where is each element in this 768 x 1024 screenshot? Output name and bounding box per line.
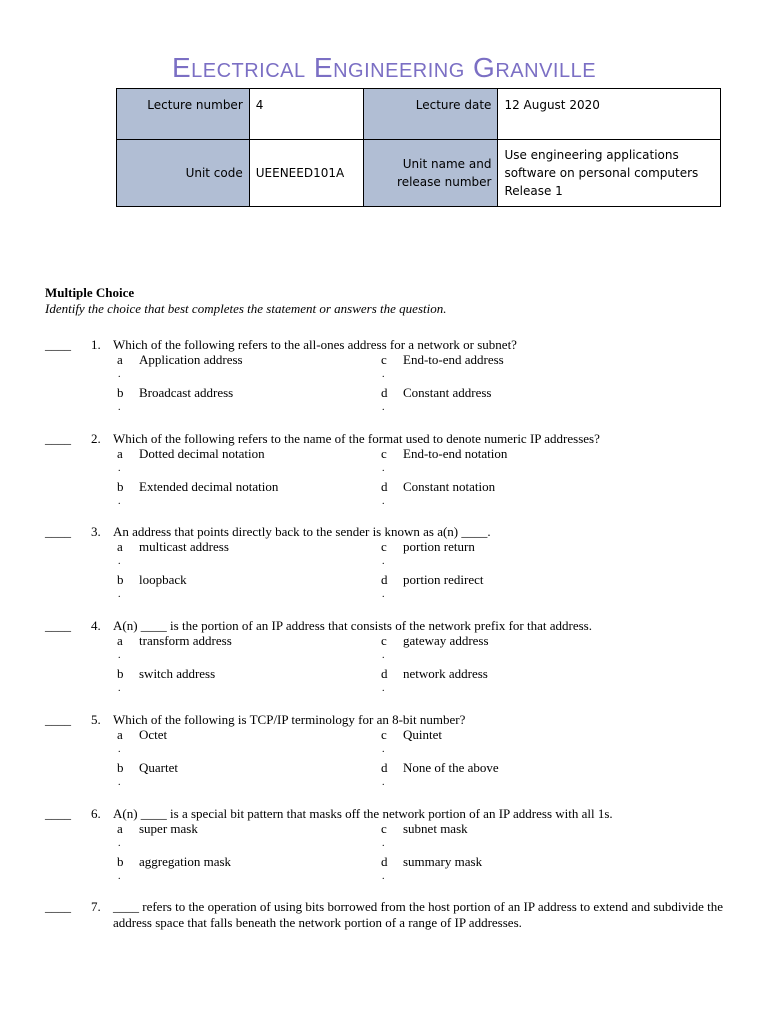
option-text: summary mask	[403, 854, 483, 869]
option-separator: .	[382, 683, 385, 694]
option-text: Extended decimal notation	[139, 479, 279, 494]
section-heading: Multiple Choice	[45, 285, 135, 300]
question-number: 7.	[91, 899, 101, 914]
option-letter: a	[117, 539, 123, 554]
option-text: Application address	[139, 352, 243, 367]
lecture-date-label: Lecture date	[363, 89, 498, 140]
option-separator: .	[118, 683, 121, 694]
option-letter: a	[117, 821, 123, 836]
question-number: 6.	[91, 806, 101, 821]
option-text: Constant notation	[403, 479, 496, 494]
option-separator: .	[382, 650, 385, 661]
question-item	[45, 899, 735, 979]
option-separator: .	[118, 496, 121, 507]
option-letter: c	[381, 821, 387, 836]
option-separator: .	[382, 369, 385, 380]
option-text: aggregation mask	[139, 854, 232, 869]
section-instructions: Identify the choice that best completes the statement or answers the question.	[45, 301, 447, 316]
question-number: 4.	[91, 618, 101, 633]
question-item	[45, 337, 735, 417]
answer-blank[interactable]: ____	[45, 431, 71, 446]
option-text: portion redirect	[403, 572, 484, 587]
lecture-date-value: 12 August 2020	[498, 89, 721, 140]
option-separator: .	[118, 402, 121, 413]
option-separator: .	[382, 838, 385, 849]
option-text: subnet mask	[403, 821, 468, 836]
unit-name-value: Use engineering applications software on personal computers Release 1	[498, 140, 721, 207]
question-item	[45, 712, 735, 792]
option-separator: .	[382, 871, 385, 882]
option-text: Constant address	[403, 385, 492, 400]
option-letter: c	[381, 446, 387, 461]
option-text: Broadcast address	[139, 385, 234, 400]
answer-blank[interactable]: ____	[45, 712, 71, 727]
unit-code-label: Unit code	[117, 140, 250, 207]
option-separator: .	[382, 402, 385, 413]
lecture-info-table	[116, 88, 721, 207]
option-letter: b	[117, 854, 124, 869]
unit-name-label: Unit name and release number	[363, 140, 498, 207]
question-text: ____ refers to the operation of using bits borrowed from the host portion of an IP address to extend and subdivide the address space that falls beneath the network portion of a range of IP addresses.	[113, 899, 724, 930]
option-letter: d	[381, 572, 388, 587]
option-letter: d	[381, 666, 388, 681]
question-number: 1.	[91, 337, 101, 352]
option-text: loopback	[139, 572, 187, 587]
question-item	[45, 524, 735, 604]
question-item	[45, 806, 735, 886]
option-text: super mask	[139, 821, 198, 836]
option-letter: b	[117, 572, 124, 587]
option-separator: .	[118, 589, 121, 600]
option-text: switch address	[139, 666, 216, 681]
document-title: Electrical Engineering Granville	[171, 52, 597, 83]
option-letter: c	[381, 352, 387, 367]
lecture-number-value: 4	[249, 89, 363, 140]
option-separator: .	[382, 744, 385, 755]
option-separator: .	[382, 589, 385, 600]
option-text: network address	[403, 666, 488, 681]
option-letter: a	[117, 727, 123, 742]
option-letter: a	[117, 633, 123, 648]
question-item	[45, 431, 735, 511]
option-text: transform address	[139, 633, 232, 648]
question-text: Which of the following refers to the name of the format used to denote numeric IP addresses?	[113, 431, 600, 446]
option-text: Quartet	[139, 760, 178, 775]
option-separator: .	[382, 496, 385, 507]
option-letter: d	[381, 854, 388, 869]
question-text: A(n) ____ is the portion of an IP address that consists of the network prefix for that address.	[113, 618, 592, 633]
question-number: 5.	[91, 712, 101, 727]
option-text: gateway address	[403, 633, 489, 648]
answer-blank[interactable]: ____	[45, 806, 71, 821]
section-header	[45, 285, 446, 317]
option-separator: .	[118, 744, 121, 755]
question-text: A(n) ____ is a special bit pattern that masks off the network portion of an IP address with all 1s.	[113, 806, 613, 821]
option-separator: .	[118, 838, 121, 849]
lecture-number-label: Lecture number	[117, 89, 250, 140]
option-letter: d	[381, 385, 388, 400]
answer-blank[interactable]: ____	[45, 618, 71, 633]
option-text: portion return	[403, 539, 475, 554]
option-separator: .	[382, 463, 385, 474]
option-letter: c	[381, 633, 387, 648]
option-letter: c	[381, 727, 387, 742]
option-separator: .	[382, 556, 385, 567]
question-text: Which of the following refers to the all-ones address for a network or subnet?	[113, 337, 517, 352]
option-separator: .	[118, 777, 121, 788]
option-letter: b	[117, 479, 124, 494]
option-letter: b	[117, 760, 124, 775]
option-separator: .	[118, 871, 121, 882]
option-separator: .	[118, 556, 121, 567]
option-letter: b	[117, 385, 124, 400]
option-letter: a	[117, 352, 123, 367]
option-separator: .	[382, 777, 385, 788]
option-letter: a	[117, 446, 123, 461]
option-text: End-to-end address	[403, 352, 504, 367]
option-letter: d	[381, 479, 388, 494]
option-separator: .	[118, 463, 121, 474]
question-text: An address that points directly back to the sender is known as a(n) ____.	[113, 524, 491, 539]
answer-blank[interactable]: ____	[45, 337, 71, 352]
answer-blank[interactable]: ____	[45, 524, 71, 539]
option-letter: d	[381, 760, 388, 775]
answer-blank[interactable]: ____	[45, 899, 71, 914]
question-text: Which of the following is TCP/IP terminology for an 8-bit number?	[113, 712, 466, 727]
option-text: End-to-end notation	[403, 446, 508, 461]
option-text: Octet	[139, 727, 168, 742]
option-letter: b	[117, 666, 124, 681]
unit-code-value: UEENEED101A	[249, 140, 363, 207]
question-item	[45, 618, 735, 698]
option-text: None of the above	[403, 760, 499, 775]
option-separator: .	[118, 650, 121, 661]
option-letter: c	[381, 539, 387, 554]
option-text: Dotted decimal notation	[139, 446, 265, 461]
question-number: 3.	[91, 524, 101, 539]
option-separator: .	[118, 369, 121, 380]
option-text: multicast address	[139, 539, 229, 554]
question-number: 2.	[91, 431, 101, 446]
option-text: Quintet	[403, 727, 442, 742]
